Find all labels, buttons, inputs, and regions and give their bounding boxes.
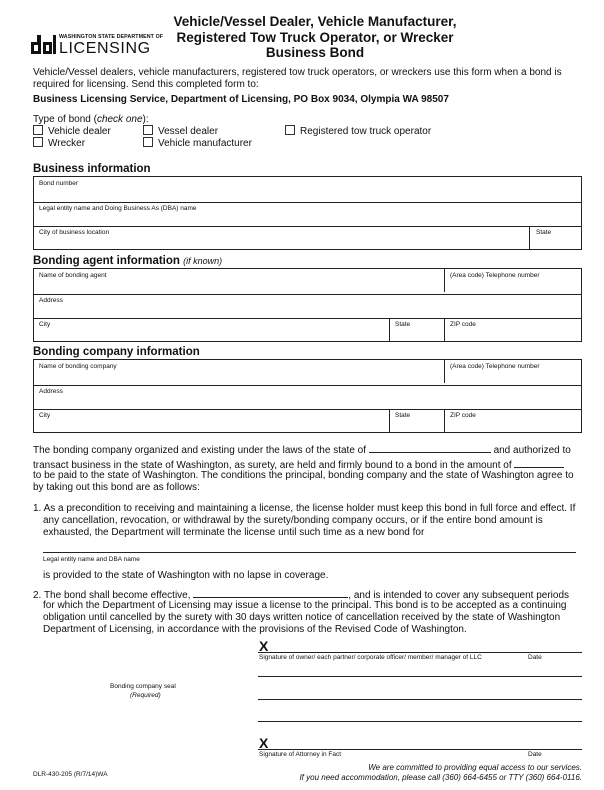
mailing-address: Business Licensing Service, Department of Licensing, PO Box 9034, Olympia WA 98507	[33, 94, 449, 105]
bond-number-field[interactable]	[34, 180, 581, 200]
date-label: Date	[528, 654, 542, 661]
option-label: Vessel dealer	[158, 126, 219, 137]
agent-heading-text: Bonding agent information	[33, 255, 180, 267]
row-divider	[34, 202, 581, 203]
attorney-date-label: Date	[528, 751, 542, 758]
title-line-2: Registered Tow Truck Operator, or Wrecker	[176, 29, 454, 45]
legal-entity-label: Legal entity name and DBA name	[43, 556, 140, 563]
effective-date-field[interactable]	[193, 588, 348, 598]
seal-required-label: (Required)	[130, 692, 161, 699]
row-divider	[34, 318, 581, 319]
form-title	[150, 14, 480, 61]
agent-city-label: City	[39, 321, 51, 328]
agent-info-heading	[33, 255, 222, 267]
title-line-3: Business Bond	[265, 45, 365, 60]
terms-text: and authorized to	[493, 445, 571, 456]
signature-line-2[interactable]	[258, 676, 582, 677]
business-info-heading: Business information	[33, 163, 151, 175]
agent-name-label: Name of bonding agent	[39, 272, 107, 279]
logo-small-text: WASHINGTON STATE DEPARTMENT OF	[59, 34, 164, 40]
bond-amount-field[interactable]	[514, 458, 564, 468]
checkbox[interactable]	[285, 125, 295, 135]
column-divider	[444, 269, 445, 292]
signature-line-3[interactable]	[258, 699, 582, 700]
agent-heading-note: (if known)	[183, 256, 223, 266]
agent-address-label: Address	[39, 297, 63, 304]
option-label: Wrecker	[48, 138, 86, 149]
accessibility-line-1: We are committed to providing equal access to our services.	[368, 763, 582, 772]
checkbox[interactable]	[143, 137, 153, 147]
option-label: Vehicle dealer	[48, 126, 111, 137]
bond-type-italic: check one	[96, 114, 143, 125]
title-line-1: Vehicle/Vessel Dealer, Vehicle Manufacturer,	[173, 14, 457, 29]
option-vehicle-manufacturer[interactable]	[143, 137, 252, 149]
option-vessel-dealer[interactable]	[143, 125, 218, 137]
column-divider	[444, 360, 445, 383]
state-label: State	[536, 229, 552, 236]
bond-type-prefix: Type of bond (	[33, 114, 97, 125]
agent-info-box	[33, 268, 582, 342]
dol-logo-icon	[31, 32, 57, 56]
company-state-label: State	[395, 412, 411, 419]
company-phone-label: (Area code) Telephone number	[450, 363, 540, 370]
bond-type-suffix: ):	[142, 114, 149, 125]
option-label: Vehicle manufacturer	[158, 138, 252, 149]
option-label: Registered tow truck operator	[300, 126, 432, 137]
legal-name-label: Legal entity name and Doing Business As (DBA) name	[39, 205, 197, 212]
legal-entity-name-line[interactable]	[43, 552, 576, 553]
checkbox[interactable]	[33, 125, 43, 135]
column-divider	[389, 409, 390, 432]
attorney-signature-line[interactable]	[258, 749, 582, 750]
condition-2-rest: for which the Department of Licensing may issue a license to the principal. This bond is to be accepted as a continuing obligation until cancelled by the surety with 30 days written notice of cancellation received by the state of Washington Department of Licensing, in accordance with the provisions of the Revised Code of Washington.	[43, 600, 567, 635]
bond-type-label	[33, 114, 149, 125]
option-vehicle-dealer[interactable]	[33, 125, 111, 137]
company-address-label: Address	[39, 388, 63, 395]
company-info-heading: Bonding company information	[33, 346, 200, 358]
option-wrecker[interactable]	[33, 137, 85, 149]
intro-text: Vehicle/Vessel dealers, vehicle manufacturers, registered tow truck operators, or wreckers use this form when a bond is required for licensing. Send this completed form to:	[33, 67, 562, 90]
city-label: City of business location	[39, 229, 110, 236]
agent-phone-label: (Area code) Telephone number	[450, 272, 540, 279]
terms-line-3: to be paid to the state of Washington. The conditions the principal, bonding company and the state of Washington agree to by taking out this bond are as follows:	[33, 470, 574, 493]
company-city-label: City	[39, 412, 51, 419]
owner-signature-label: Signature of owner/ each partner/ corporate officer/ member/ manager of LLC	[259, 654, 482, 661]
dol-logo	[31, 32, 164, 58]
row-divider	[34, 226, 581, 227]
agent-state-label: State	[395, 321, 411, 328]
attorney-signature-label: Signature of Attorney in Fact	[259, 751, 342, 758]
attorney-x-mark: X	[259, 735, 269, 751]
signature-line-4[interactable]	[258, 721, 582, 722]
seal-label: Bonding company seal	[110, 683, 176, 690]
option-tow-truck-operator[interactable]	[285, 125, 431, 137]
terms-text: transact business in the state of Washington, as surety, are held and firmly bound to a bond in the amount of	[33, 460, 512, 471]
terms-text: The bonding company organized and existing under the laws of the state of	[33, 445, 366, 456]
row-divider	[34, 385, 581, 386]
state-of-org-field[interactable]	[369, 443, 491, 453]
column-divider	[444, 409, 445, 432]
terms-text: , and is intended to cover any subsequent periods	[348, 590, 569, 601]
business-info-box	[33, 176, 582, 250]
condition-1-end: is provided to the state of Washington with no lapse in coverage.	[43, 570, 329, 581]
row-divider	[34, 409, 581, 410]
terms-text: 2. The bond shall become effective,	[33, 590, 191, 601]
row-divider	[34, 294, 581, 295]
agent-zip-label: ZIP code	[450, 321, 476, 328]
checkbox[interactable]	[33, 137, 43, 147]
signature-x-mark: X	[259, 638, 269, 654]
column-divider	[389, 318, 390, 341]
owner-signature-line[interactable]	[258, 652, 582, 653]
logo-big-text: LICENSING	[59, 40, 151, 57]
company-info-box	[33, 359, 582, 433]
condition-1: 1. As a precondition to receiving and maintaining a license, the license holder must keep this bond in full force and effect. If any cancellation, revocation, or withdrawal by the surety/bonding company occurs, or if the entire bond amount is exhausted, the Department will terminate the license until such time as a new bond for	[33, 503, 576, 538]
terms-line-1	[33, 443, 582, 457]
column-divider	[444, 318, 445, 341]
company-zip-label: ZIP code	[450, 412, 476, 419]
form-number: DLR-430-205 (R/7/14)WA	[33, 771, 108, 778]
bond-number-label: Bond number	[39, 180, 79, 187]
checkbox[interactable]	[143, 125, 153, 135]
accessibility-line-2: If you need accommodation, please call (360) 664-6455 or TTY (360) 664-0116.	[299, 773, 582, 782]
company-name-label: Name of bonding company	[39, 363, 117, 370]
column-divider	[529, 226, 530, 249]
